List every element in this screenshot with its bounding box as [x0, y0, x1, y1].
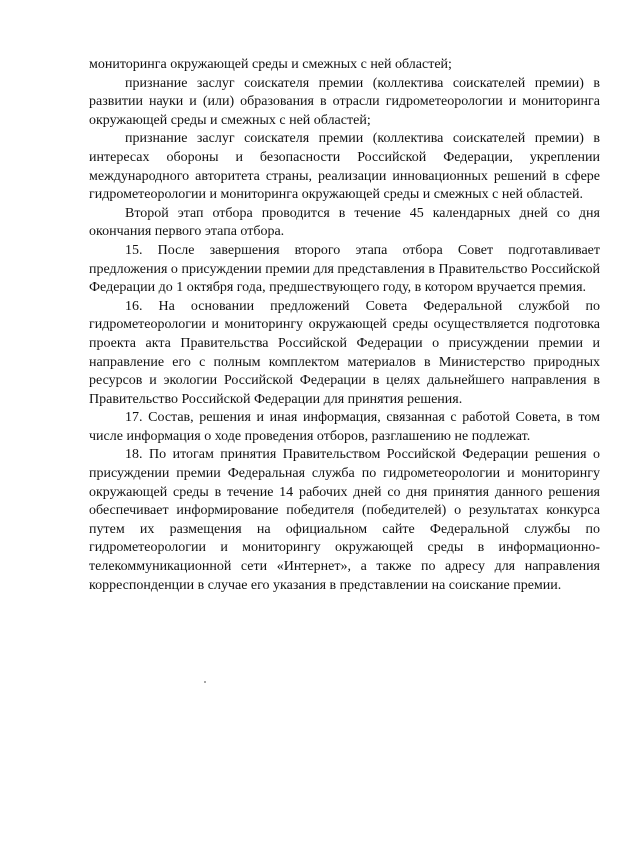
paragraph-item-17: 17. Состав, решения и иная информация, связанная с работой Совета, в том числе информация о ходе проведения отборов, разглашению не подлежат.	[89, 410, 600, 444]
paragraph-science-merit: признание заслуг соискателя премии (коллектива соискателей премии) в развитии науки и (или) образования в отрасли гидрометеорологии и мониторинга окружающей среды и смежных с ней областей;	[89, 75, 600, 128]
paragraph-item-15: 15. После завершения второго этапа отбора Совет подготавливает предложения о присуждении премии для представления в Правительство Российской Федерации до 1 октября года, предшествующего году, в котором вручается премия.	[89, 242, 600, 296]
paragraph-item-16: 16. На основании предложений Совета Федеральной службой по гидрометеорологии и мониторингу окружающей среды осуществляется подготовка проекта акта Правительства Российской Федерации о присуждении премии и направление его с полным комплектом материалов в Министерство природных ресурсов и экологии Российской Федерации в целях дальнейшего направления в Правительство Российской Федерации для принятия решения.	[89, 298, 600, 407]
paragraph-second-stage: Второй этап отбора проводится в течение 45 календарных дней со дня окончания первого этапа отбора.	[89, 205, 600, 240]
document-body	[89, 56, 600, 595]
paragraph-defense-merit: признание заслуг соискателя премии (коллектива соискателей премии) в интересах обороны и безопасности Российской Федерации, укреплении международного авторитета страны, реализации инновационных решений в сфере гидрометеорологии и мониторинга окружающей среды и смежных с ней областей.	[89, 131, 600, 203]
scan-speck	[204, 681, 206, 683]
paragraph-item-18: 18. По итогам принятия Правительством Российской Федерации решения о присуждении премии Федеральная служба по гидрометеорологии и мониторингу окружающей среды в течение 14 рабочих дней со дня принятия данного решения обеспечивает информирование победителя (победителей) о результатах конкурса путем их размещения на официальном сайте Федеральной службы по гидрометеорологии и мониторингу окружающей среды в информационно-телекоммуникационной сети «Интернет», а также по адресу для направления корреспонденции в случае его указания в представлении на соискание премии.	[89, 447, 600, 593]
paragraph-continuation: мониторинга окружающей среды и смежных с ней областей;	[89, 57, 452, 72]
